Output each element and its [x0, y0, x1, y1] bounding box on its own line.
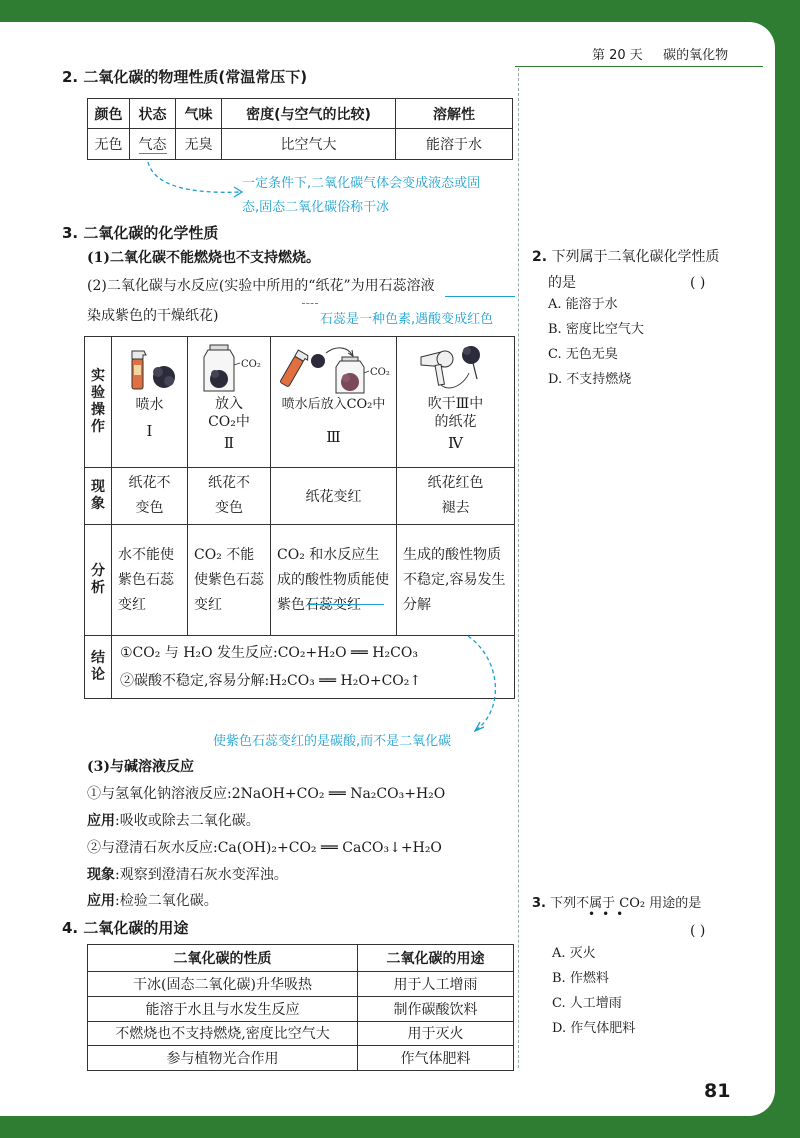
- header-topic: 碳的氧化物: [663, 48, 729, 63]
- q3-stem-text: 下列不属于 CO₂ 用途的是: [550, 896, 702, 911]
- exp3-phenomenon: 纸花变红: [271, 468, 397, 525]
- ph-head-state: 状态: [130, 99, 176, 129]
- uses-row4-use: 作气体肥料: [358, 1046, 514, 1071]
- exp2-analysis: CO₂ 不能使紫色石蕊变红: [188, 525, 271, 636]
- exp4-op-line1: 吹干Ⅲ中: [427, 396, 484, 412]
- exp1-numeral: Ⅰ: [146, 422, 153, 440]
- co2-jar-label: CO₂: [241, 359, 261, 370]
- section2-title: 2. 二氧化碳的物理性质(常温常压下): [62, 68, 308, 86]
- q2-stem-line1: 下列属于二氧化碳化学性质: [551, 249, 720, 265]
- section3-item3-use2-line: [87, 891, 218, 911]
- q3-option-a[interactable]: A. 灭火: [552, 946, 596, 961]
- ph-val-density: 比空气大: [222, 129, 396, 160]
- dry-ice-note: [242, 172, 480, 220]
- section3-item2-line2: 染成紫色的干燥纸花): [87, 308, 219, 324]
- ph-val-state: [130, 129, 176, 160]
- q3-option-b[interactable]: B. 作燃料: [552, 971, 609, 986]
- dry-ice-arrow: [140, 160, 250, 200]
- uses-head-use: 二氧化碳的用途: [358, 945, 514, 972]
- dry-ice-note-line2: 态,固态二氧化碳俗称干冰: [242, 200, 390, 215]
- q3-option-c[interactable]: C. 人工增雨: [552, 996, 622, 1011]
- ph-head-density: 密度(与空气的比较): [222, 99, 396, 129]
- ph-val-odor: 无臭: [176, 129, 222, 160]
- litmus-underline: [445, 296, 515, 297]
- uses-row2-property: 能溶于水且与水发生反应: [88, 996, 358, 1021]
- acid-note-arrow: [440, 630, 512, 740]
- spray-bottle-icon: [120, 345, 180, 393]
- conclusion-1: ①CO₂ 与 H₂O 发生反应:CO₂+H₂O ══ H₂CO₃: [120, 645, 418, 661]
- header-rule: [515, 66, 763, 67]
- uses-row4-property: 参与植物光合作用: [88, 1046, 358, 1071]
- use2-label: 应用: [87, 893, 115, 909]
- section3-item3-eq1: ①与氢氧化钠溶液反应:2NaOH+CO₂ ══ Na₂CO₃+H₂O: [87, 786, 446, 802]
- exp1-operation: [112, 337, 188, 468]
- exp3-operation: [271, 337, 397, 468]
- litmus-note-connector: [302, 303, 318, 304]
- ph-head-color: 颜色: [88, 99, 130, 129]
- exp3-numeral: Ⅲ: [326, 428, 341, 446]
- row-label-analysis: 分析: [85, 525, 112, 636]
- row-label-conclusion: 结论: [85, 636, 112, 699]
- dry-ice-note-line1: 一定条件下,二氧化碳气体会变成液态或固: [242, 176, 481, 191]
- section3-item3-phen-line: [87, 865, 288, 885]
- litmus-note: 石蕊是一种色素,遇酸变成红色: [320, 312, 494, 327]
- uses-row2-use: 制作碳酸饮料: [358, 996, 514, 1021]
- exp3-analysis: CO₂ 和水反应生成的酸性物质能使紫色石蕊变红: [271, 525, 397, 636]
- q3-answer-bracket[interactable]: ( ): [690, 923, 706, 939]
- uses-table: [87, 944, 514, 1071]
- section4-title: 4. 二氧化碳的用途: [62, 919, 189, 937]
- q3-number: 3.: [532, 896, 546, 911]
- phen-label: 现象: [87, 867, 115, 883]
- header-day: 第 20 天: [592, 48, 643, 63]
- q3-emphasis-dots: •••: [588, 907, 631, 921]
- use1-text: :吸收或除去二氧化碳。: [115, 813, 260, 829]
- ph-val-color: 无色: [88, 129, 130, 160]
- section3-item3-use1-line: [87, 811, 260, 831]
- ph-head-solubility: 溶解性: [396, 99, 513, 129]
- uses-row1-property: 干冰(固态二氧化碳)升华吸热: [88, 972, 358, 997]
- q2-number: 2.: [532, 249, 548, 265]
- q2-option-a[interactable]: A. 能溶于水: [548, 297, 618, 312]
- uses-row3-property: 不燃烧也不支持燃烧,密度比空气大: [88, 1021, 358, 1046]
- exp4-analysis: 生成的酸性物质不稳定,容易发生分解: [397, 525, 515, 636]
- exp1-phenomenon: 纸花不变色: [112, 468, 188, 525]
- exp4-operation: [397, 337, 515, 468]
- exp4-numeral: Ⅳ: [448, 434, 463, 452]
- exp1-analysis: 水不能使紫色石蕊变红: [112, 525, 188, 636]
- acid-note: 使紫色石蕊变红的是碳酸,而不是二氧化碳: [213, 734, 452, 749]
- use1-label: 应用: [87, 813, 115, 829]
- exp2-operation: [188, 337, 271, 468]
- page-number: 81: [704, 1080, 731, 1102]
- running-header: [592, 44, 728, 63]
- conclusion-2: ②碳酸不稳定,容易分解:H₂CO₃ ══ H₂O+CO₂↑: [120, 673, 422, 689]
- exp2-numeral: Ⅱ: [223, 434, 235, 452]
- column-divider: [518, 68, 519, 1068]
- q2-answer-bracket[interactable]: ( ): [690, 275, 706, 291]
- section3-item3-eq2: ②与澄清石灰水反应:Ca(OH)₂+CO₂ ══ CaCO₃↓+H₂O: [87, 840, 442, 856]
- section3-item3-title: (3)与碱溶液反应: [87, 759, 194, 775]
- co2-jar-icon: [194, 343, 264, 395]
- physical-properties-table: [87, 98, 513, 160]
- exp2-phenomenon: 纸花不变色: [188, 468, 271, 525]
- section3-item2-line1: (2)二氧化碳与水反应(实验中所用的“纸花”为用石蕊溶液: [87, 278, 435, 294]
- phen-text: :观察到澄清石灰水变浑浊。: [115, 867, 288, 883]
- q2-option-d[interactable]: D. 不支持燃烧: [548, 372, 632, 387]
- ph-val-solubility: 能溶于水: [396, 129, 513, 160]
- spray-then-jar-icon: [274, 343, 394, 395]
- q2-stem-line2: 的是: [548, 275, 576, 291]
- ph-head-odor: 气味: [176, 99, 222, 129]
- exp4-phenomenon: 纸花红色褪去: [397, 468, 515, 525]
- co2-jar-label-2: CO₂: [369, 367, 390, 378]
- section3-item1: (1)二氧化碳不能燃烧也不支持燃烧。: [87, 250, 320, 266]
- exp1-op-text: 喷水: [135, 397, 164, 413]
- uses-row1-use: 用于人工增雨: [358, 972, 514, 997]
- q2-option-b[interactable]: B. 密度比空气大: [548, 322, 644, 337]
- question2-stem: [532, 244, 720, 270]
- row-label-operation: 实验操作: [85, 337, 112, 468]
- use2-text: :检验二氧化碳。: [115, 893, 218, 909]
- hair-dryer-icon: [411, 343, 501, 395]
- uses-row3-use: 用于灭火: [358, 1021, 514, 1046]
- exp2-op-line2: CO₂中: [208, 414, 250, 430]
- q3-option-d[interactable]: D. 作气体肥料: [552, 1021, 636, 1036]
- analysis-underline: [308, 604, 384, 605]
- exp2-op-line1: 放入: [215, 396, 243, 412]
- section3-title: 3. 二氧化碳的化学性质: [62, 224, 219, 242]
- uses-head-property: 二氧化碳的性质: [88, 945, 358, 972]
- exp4-op-line2: 的纸花: [434, 414, 477, 430]
- ph-val-state-text: 气态: [138, 137, 167, 153]
- exp3-op-text: 喷水后放入CO₂中: [281, 397, 386, 412]
- q2-option-c[interactable]: C. 无色无臭: [548, 347, 618, 362]
- row-label-phenomenon: 现象: [85, 468, 112, 525]
